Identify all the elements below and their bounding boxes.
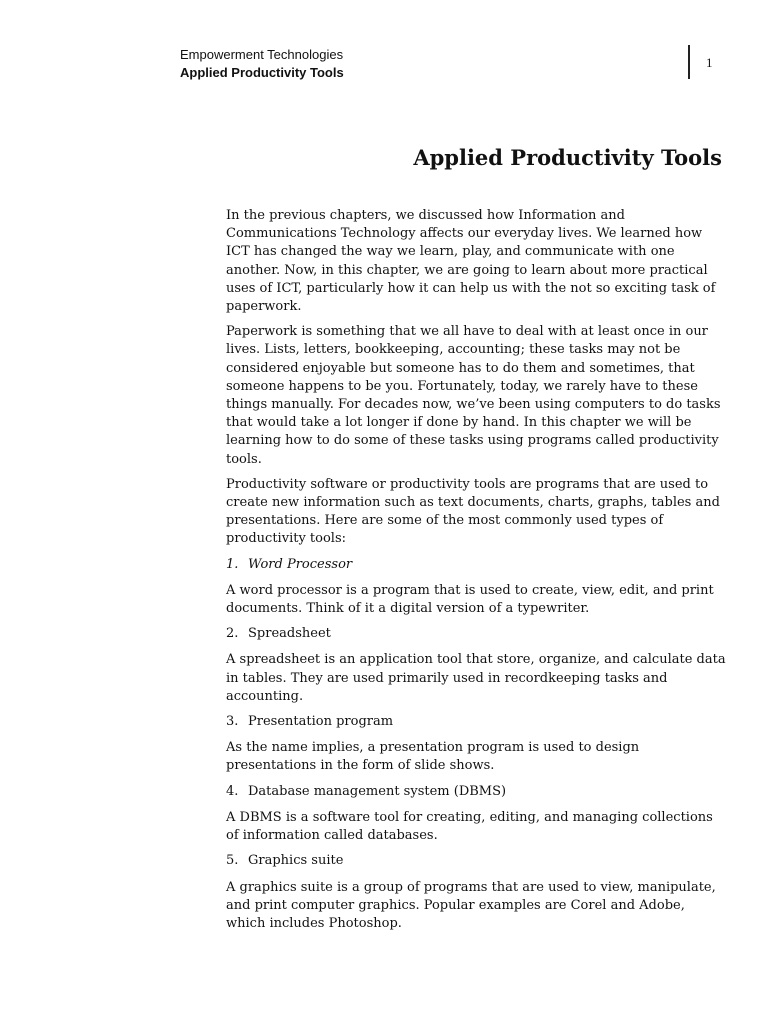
page-title: Applied Productivity Tools <box>413 145 722 170</box>
list-number: 4. <box>226 783 239 799</box>
header-divider <box>688 45 690 79</box>
header-chapter: Applied Productivity Tools <box>180 65 344 80</box>
list-item-heading <box>226 852 726 870</box>
list-heading-text: Spreadsheet <box>248 626 331 642</box>
list-number: 2. <box>226 626 239 642</box>
header-subject: Empowerment Technologies <box>180 47 344 62</box>
list-heading-text: Word Processor <box>248 556 353 572</box>
list-item-description: A spreadsheet is an application tool that store, organize, and calculate data in tables. They are used primarily used in recordkeeping tasks and accounting. <box>226 652 726 704</box>
list-heading-text: Presentation program <box>248 714 394 730</box>
paragraph: In the previous chapters, we discussed how Information and Communications Technology affects our everyday lives. We learned how ICT has changed the way we learn, play, and communicate with one another. Now, in this chapter, we are going to learn about more practical uses of ICT, particularly how it can help us with the not so exciting task of paperwork. <box>226 208 716 315</box>
list-item-description: A DBMS is a software tool for creating, editing, and managing collections of information called databases. <box>226 809 713 844</box>
list-item-heading <box>226 556 726 574</box>
list-heading-text: Graphics suite <box>248 853 344 869</box>
list-number: 1. <box>226 556 239 572</box>
list-item-heading <box>226 783 726 801</box>
page-number: 1 <box>706 55 713 70</box>
list-heading-text: Database management system (DBMS) <box>248 783 507 799</box>
list-number: 5. <box>226 853 239 869</box>
running-header <box>180 46 344 82</box>
list-item-description: A graphics suite is a group of programs that are used to view, manipulate, and print computer graphics. Popular examples are Corel and Adobe, which includes Photoshop. <box>226 879 716 931</box>
document-body <box>226 207 726 940</box>
list-number: 3. <box>226 714 239 730</box>
list-item-description: A word processor is a program that is used to create, view, edit, and print documents. Think of it a digital version of a typewriter. <box>226 582 714 617</box>
list-item-heading <box>226 625 726 643</box>
list-item-heading <box>226 713 726 731</box>
paragraph: Paperwork is something that we all have to deal with at least once in our lives. Lists, letters, bookkeeping, accounting; these tasks may not be considered enjoyable but someone has to do them and sometimes, that someone happens to be you. Fortunately, today, we rarely have to these things manually. For decades now, we’ve been using computers to do tasks that would take a lot longer if done by hand. In this chapter we will be learning how to do some of these tasks using programs called productivity tools. <box>226 324 721 467</box>
paragraph: Productivity software or productivity tools are programs that are used to create new information such as text documents, charts, graphs, tables and presentations. Here are some of the most commonly used types of productivity tools: <box>226 476 720 547</box>
list-item-description: As the name implies, a presentation program is used to design presentations in the form of slide shows. <box>226 740 640 774</box>
